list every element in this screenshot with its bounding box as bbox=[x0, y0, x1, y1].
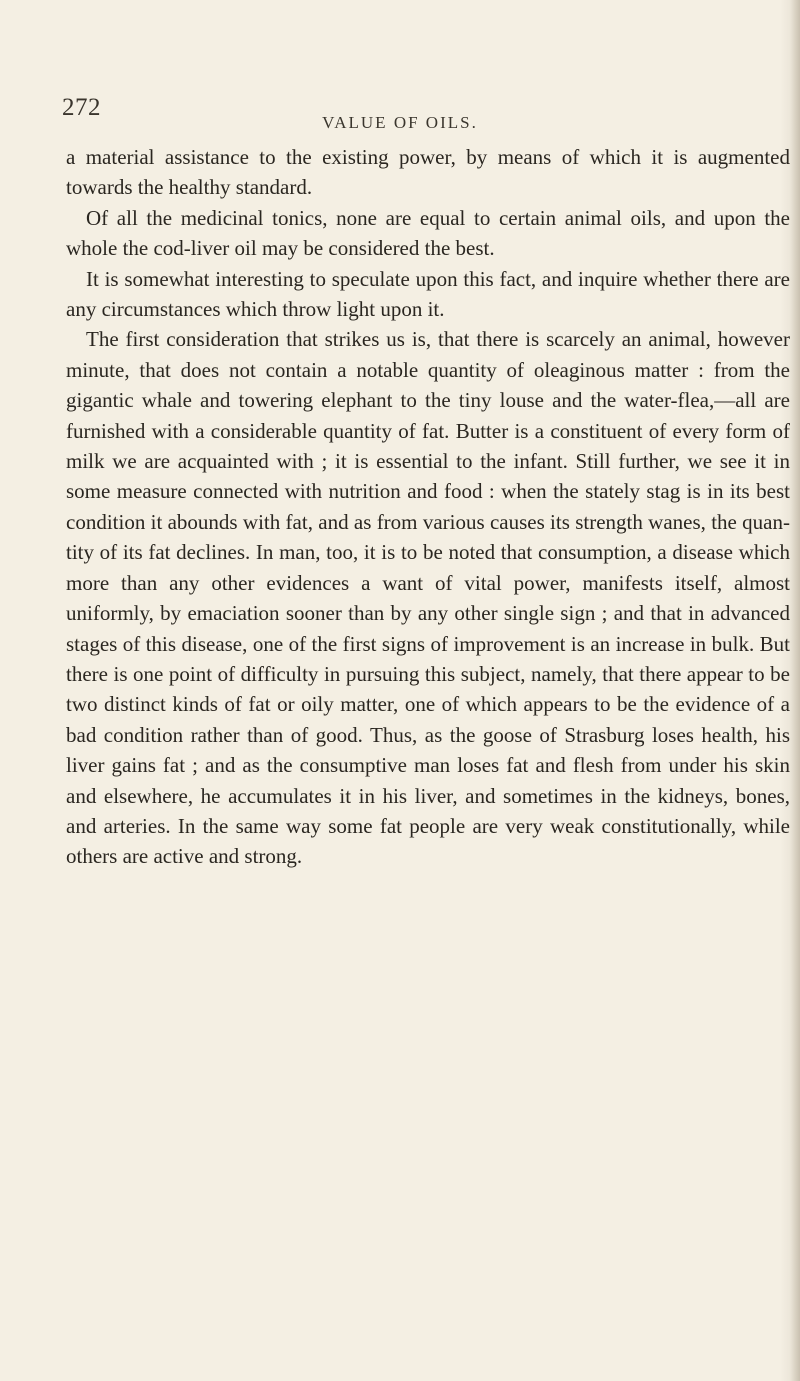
running-title: VALUE OF OILS. bbox=[322, 113, 478, 132]
body-text bbox=[66, 142, 790, 872]
paragraph-1: a material assistance to the existing power, by means of which it is augmented towards the healthy standard. bbox=[66, 145, 790, 200]
paragraph-3: It is somewhat interesting to speculate upon this fact, and inquire whether there are any circumstances which throw light upon it. bbox=[66, 266, 790, 322]
paragraph-2: Of all the medicinal tonics, none are equal to certain animal oils, and upon the whole the cod-liver oil may be considered the best. bbox=[66, 205, 790, 261]
page-edge-shadow bbox=[790, 0, 800, 1381]
paragraph-4: The first consideration that strikes us is, that there is scarcely an animal, however minute, that does not contain a notable quantity of oleaginous matter : from the gigantic whale and towering elephant to the tiny louse and the water-flea,—all are furnished with a considerable quantity of fat. Butter is a constituent of every form of milk we are acquainted with ; it is essential to the infant. Still further, we see it in some measure connected with nutrition and food : when the stately stag is in its best condition it abounds with fat, and as from various causes its strength wanes, the quan-tity of its fat declines. In man, too, it is to be noted that consumption, a disease which more than any other evidences a want of vital power, manifests itself, almost uniformly, by emaciation sooner than by any other single sign ; and that in advanced stages of this disease, one of the first signs of improvement is an increase in bulk. But there is one point of difficulty in pursuing this subject, namely, that there appear to be two distinct kinds of fat or oily matter, one of which appears to be the evidence of a bad condition rather than of good. Thus, as the goose of Strasburg loses health, his liver gains fat ; and as the consumptive man loses fat and flesh from under his skin and elsewhere, he accumulates it in his liver, and sometimes in the kidneys, bones, and arteries. In the same way some fat people are very weak constitutionally, while others are active and strong. bbox=[66, 327, 790, 869]
page-number: 272 bbox=[62, 94, 101, 121]
